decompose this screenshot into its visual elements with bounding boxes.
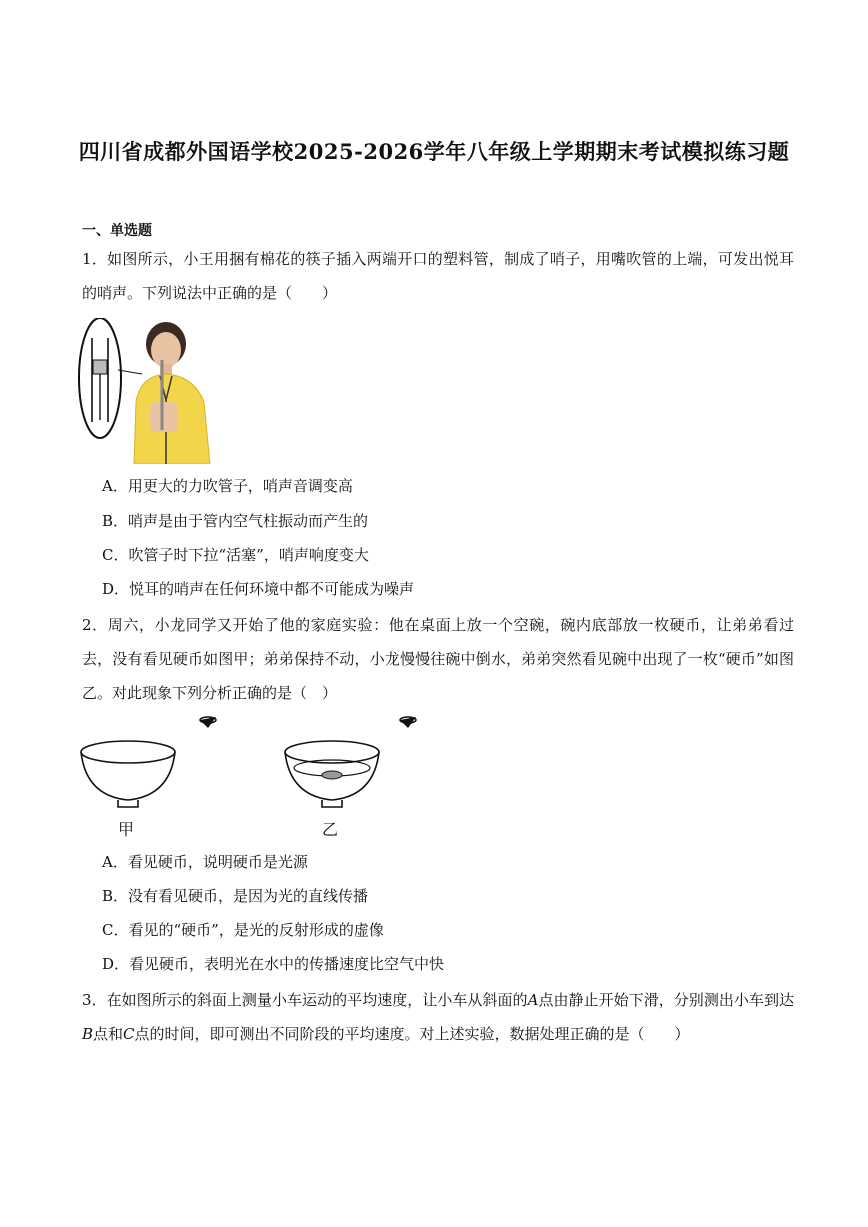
q3-text-3: 点和 [93, 1025, 124, 1043]
question-1-stem: 1．如图所示，小王用捆有棉花的筷子插入两端开口的塑料管，制成了哨子，用嘴吹管的上端，可发出悦耳的哨声。下列说法中正确的是（ ） [82, 250, 794, 302]
bowl-jia [81, 741, 175, 807]
bowl-figures [78, 712, 438, 812]
eye-icon-right [400, 717, 416, 728]
eye-icon-left [200, 717, 216, 728]
section-heading: 一、单选题 [82, 223, 152, 239]
figure-label-jia: 甲 [118, 820, 135, 839]
point-a-label: A [527, 991, 539, 1009]
point-b-label: B [82, 1025, 94, 1043]
q1-option-a: A．用更大的力吹管子，哨声音调变高 [102, 477, 353, 495]
question-2-stem: 2．周六，小龙同学又开始了他的家庭实验：他在桌面上放一个空碗，碗内底部放一枚硬币，让弟弟看过去，没有看见硬币如图甲；弟弟保持不动，小龙慢慢往碗中倒水，弟弟突然看见碗中出现了一枚“硬币”如图乙。对此现象下列分析正确的是（ ） [82, 616, 794, 702]
q1-option-b: B．哨声是由于管内空气柱振动而产生的 [102, 512, 369, 530]
question-3-stem [82, 983, 794, 1051]
q3-text-4: 点的时间，即可测出不同阶段的平均速度。对上述实验，数据处理正确的是（ ） [134, 1025, 690, 1043]
q1-option-d: D．悦耳的哨声在任何环境中都不可能成为噪声 [102, 580, 415, 598]
whistle-girl-figure [78, 318, 214, 464]
q2-option-d: D．看见硬币，表明光在水中的传播速度比空气中快 [102, 955, 445, 973]
q1-option-c: C．吹管子时下拉“活塞”，哨声响度变大 [102, 546, 369, 564]
q3-text-2: 点由静止开始下滑，分别测出小车到达 [538, 991, 795, 1009]
q3-text-1: 3．在如图所示的斜面上测量小车运动的平均速度，让小车从斜面的 [82, 991, 528, 1009]
page-title: 四川省成都外国语学校2025-2026学年八年级上学期期末考试模拟练习题 [78, 139, 790, 164]
figure-label-yi: 乙 [322, 820, 339, 839]
q2-option-a: A．看见硬币，说明硬币是光源 [102, 853, 308, 871]
coin-image [322, 771, 342, 779]
girl-hands [150, 402, 178, 432]
bowl-yi [285, 741, 379, 807]
q2-option-c: C．看见的“硬币”，是光的反射形成的虚像 [102, 921, 384, 939]
cotton-plug [93, 360, 107, 374]
girl-face [151, 332, 181, 368]
q2-option-b: B．没有看见硬币，是因为光的直线传播 [102, 887, 369, 905]
point-c-label: C [123, 1025, 135, 1043]
